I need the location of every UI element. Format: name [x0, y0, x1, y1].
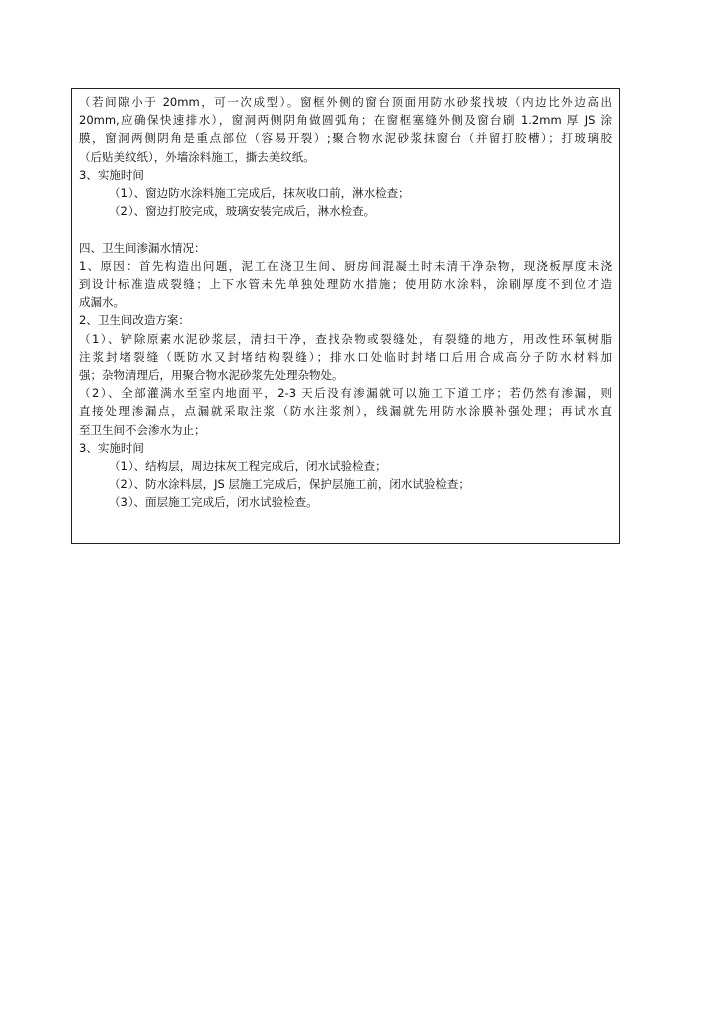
plan2-line: 直接处理渗漏点，点漏就采取注浆（防水注浆剂），线漏就先用防水涂膜补强处理；再试水直: [79, 404, 612, 419]
plan1-line: 注浆封堵裂缝（既防水又封堵结构裂缝）；排水口处临时封堵口后用合成高分子防水材料加: [79, 349, 612, 364]
plan2-line: （2）、全部灌满水至室内地面平，2-3 天后没有渗漏就可以施工下道工序；若仍然有渗漏，则: [79, 386, 612, 401]
cause-line: 到设计标准造成裂缝；上下水管未先单独处理防水措施；使用防水涂料，涂刷厚度不到位才造: [79, 277, 612, 292]
blank-line: [79, 220, 612, 238]
paragraph-line: 20mm,应确保快速排水），窗洞两侧阴角做圆弧角；在窗框塞缝外侧及窗台刷 1.2mm 厚 JS 涂: [79, 113, 612, 128]
plan2-line: 至卫生间不会渗水为止；: [79, 422, 206, 437]
cause-line: 1、原因：首先构造出问题，泥工在浇卫生间、厨房间混凝土时未清干净杂物，现浇板厚度未浇: [79, 258, 612, 273]
paragraph-line: （若间隙小于 20mm，可一次成型）。窗框外侧的窗台顶面用防水砂浆找坡（内边比外边高出: [79, 95, 612, 109]
bathroom-timing-heading: 3、实施时间: [79, 440, 144, 455]
paragraph-line: （后贴美纹纸），外墙涂料施工，撕去美纹纸。: [79, 149, 315, 164]
cause-line: 成漏水。: [79, 295, 125, 310]
window-timing-item: （1）、窗边防水涂料施工完成后，抹灰收口前，淋水检查；: [109, 186, 410, 201]
plan-heading: 2、卫生间改造方案：: [79, 313, 190, 328]
bathroom-timing-item: （2）、防水涂料层，JS 层施工完成后，保护层施工前，闭水试验检查；: [109, 477, 470, 492]
paragraph-line: 膜，窗洞两侧阴角是重点部位（容易开裂）;聚合物水泥砂浆抹窗台（并留打胶槽）；打玻璃胶: [79, 131, 612, 146]
content-table-cell: [71, 88, 620, 544]
bathroom-timing-item: （3）、面层施工完成后，闭水试验检查。: [109, 495, 318, 510]
section-title: 四、卫生间渗漏水情况：: [79, 240, 206, 255]
bathroom-timing-item: （1）、结构层，周边抹灰工程完成后，闭水试验检查；: [109, 459, 387, 474]
plan1-line: 强；杂物清理后，用聚合物水泥砂浆先处理杂物处。: [79, 368, 344, 383]
plan1-line: （1）、铲除原素水泥砂浆层，清扫干净，查找杂物或裂缝处，有裂缝的地方，用改性环氧树脂: [79, 331, 612, 346]
window-timing-heading: 3、实施时间: [79, 167, 144, 182]
window-timing-item: （2）、窗边打胶完成，玻璃安装完成后，淋水检查。: [109, 204, 376, 219]
